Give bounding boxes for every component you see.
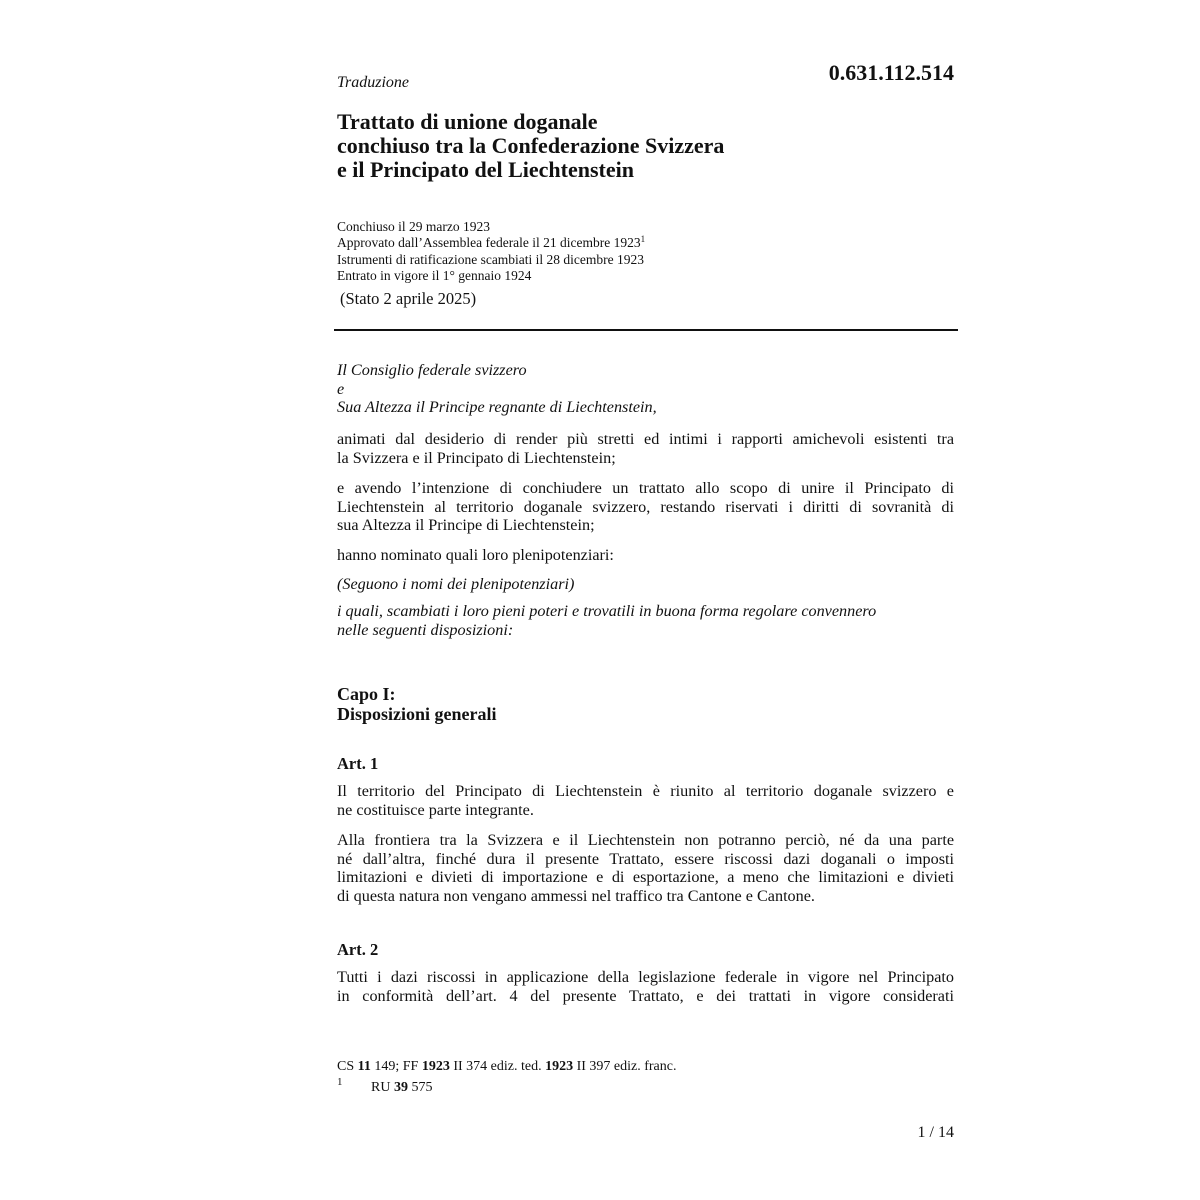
- document-title: [337, 110, 724, 182]
- title-line: conchiuso tra la Confederazione Svizzera: [337, 133, 725, 158]
- title-line: e il Principato del Liechtenstein: [337, 157, 634, 182]
- text-line: né dall’altra, finché dura il presente Trattato, essere riscossi dazi doganali o imposti: [337, 849, 954, 868]
- text-line: sua Altezza il Principe di Liechtenstein;: [337, 516, 595, 534]
- footnote-ref[interactable]: 1: [640, 234, 646, 245]
- article-paragraph: [337, 968, 954, 1005]
- ref-text: II 374 ediz. ted.: [449, 1059, 546, 1074]
- text-line: nelle seguenti disposizioni:: [337, 620, 514, 639]
- header-divider: [334, 329, 958, 331]
- ref-text: 149; FF: [370, 1059, 422, 1074]
- ref-volume: 39: [393, 1080, 408, 1095]
- preamble-paragraph: [337, 602, 954, 639]
- text-line: di questa natura non vengano ammessi nel traffico tra Cantone e Cantone.: [337, 886, 815, 905]
- preamble-paragraph: [337, 575, 954, 594]
- meta-in-force: Entrato in vigore il 1° gennaio 1924: [337, 267, 532, 283]
- chapter-heading: [337, 684, 497, 724]
- article-heading: Art. 2: [337, 940, 379, 959]
- meta-approved: [337, 235, 645, 251]
- text-line: Tutti i dazi riscossi in applicazione della legislazione federale in vigore nel Principato: [337, 968, 954, 986]
- ref-year: 1923: [545, 1059, 574, 1074]
- text-line: Liechtenstein al territorio doganale svizzero, restando riservati i diritti di sovranità di: [337, 497, 954, 516]
- status-date: (Stato 2 aprile 2025): [340, 289, 477, 308]
- translation-label: Traduzione: [337, 74, 410, 91]
- text-line: i quali, scambiati i loro pieni poteri e trovatili in buona forma regolare convennero: [337, 602, 877, 620]
- text-line: (Seguono i nomi dei plenipotenziari): [337, 575, 575, 593]
- preamble-paragraph: [337, 479, 954, 535]
- ref-volume: 11: [357, 1059, 371, 1074]
- source-reference: [337, 1059, 676, 1075]
- chapter-title: Disposizioni generali: [337, 704, 497, 724]
- party-one: Il Consiglio federale svizzero: [337, 361, 527, 379]
- article-paragraph: [337, 782, 954, 819]
- text-line: e avendo l’intenzione di conchiudere un trattato allo scopo di unire il Principato di: [337, 479, 954, 497]
- ref-text: CS: [337, 1059, 358, 1074]
- document-metadata: [337, 219, 645, 284]
- text-line: Alla frontiera tra la Svizzera e il Liechtenstein non potranno perciò, né da una parte: [337, 831, 954, 849]
- article-paragraph: [337, 831, 954, 905]
- preamble-paragraph: [337, 430, 954, 467]
- party-conjunction: e: [337, 379, 345, 398]
- sr-number: 0.631.112.514: [828, 60, 954, 85]
- meta-approved-text: Approvato dall’Assemblea federale il 21 dicembre 1923: [337, 235, 641, 251]
- party-two: Sua Altezza il Principe regnante di Liechtenstein,: [337, 398, 657, 416]
- text-line: ne costituisce parte integrante.: [337, 800, 534, 819]
- ref-text: RU: [371, 1080, 394, 1095]
- ref-text: 575: [407, 1080, 433, 1095]
- ref-year: 1923: [421, 1059, 450, 1074]
- meta-concluded: Conchiuso il 29 marzo 1923: [337, 219, 490, 234]
- text-line: animati dal desiderio di render più stretti ed intimi i rapporti amichevoli esistenti tra: [337, 430, 954, 448]
- text-line: hanno nominato quali loro plenipotenziari:: [337, 546, 614, 564]
- page-number: 1 / 14: [917, 1124, 954, 1141]
- text-line: limitazioni e divieti di importazione e di esportazione, a meno che limitazioni e divieti: [337, 868, 954, 886]
- ref-text: II 397 ediz. franc.: [573, 1059, 677, 1074]
- text-line: la Svizzera e il Principato di Liechtenstein;: [337, 448, 616, 467]
- preamble-paragraph: [337, 546, 954, 565]
- preamble-parties: [337, 361, 954, 417]
- footnote-number: 1: [337, 1076, 343, 1088]
- article-heading: Art. 1: [337, 754, 379, 773]
- title-line: Trattato di unione doganale: [337, 109, 598, 134]
- meta-ratification: Istrumenti di ratificazione scambiati il 28 dicembre 1923: [337, 251, 645, 267]
- text-line: in conformità dell’art. 4 del presente Trattato, e dei trattati in vigore considerati: [337, 986, 954, 1005]
- footnote-text: [371, 1080, 432, 1096]
- chapter-number: Capo I:: [337, 684, 396, 704]
- text-line: Il territorio del Principato di Liechtenstein è riunito al territorio doganale svizzero e: [337, 782, 954, 800]
